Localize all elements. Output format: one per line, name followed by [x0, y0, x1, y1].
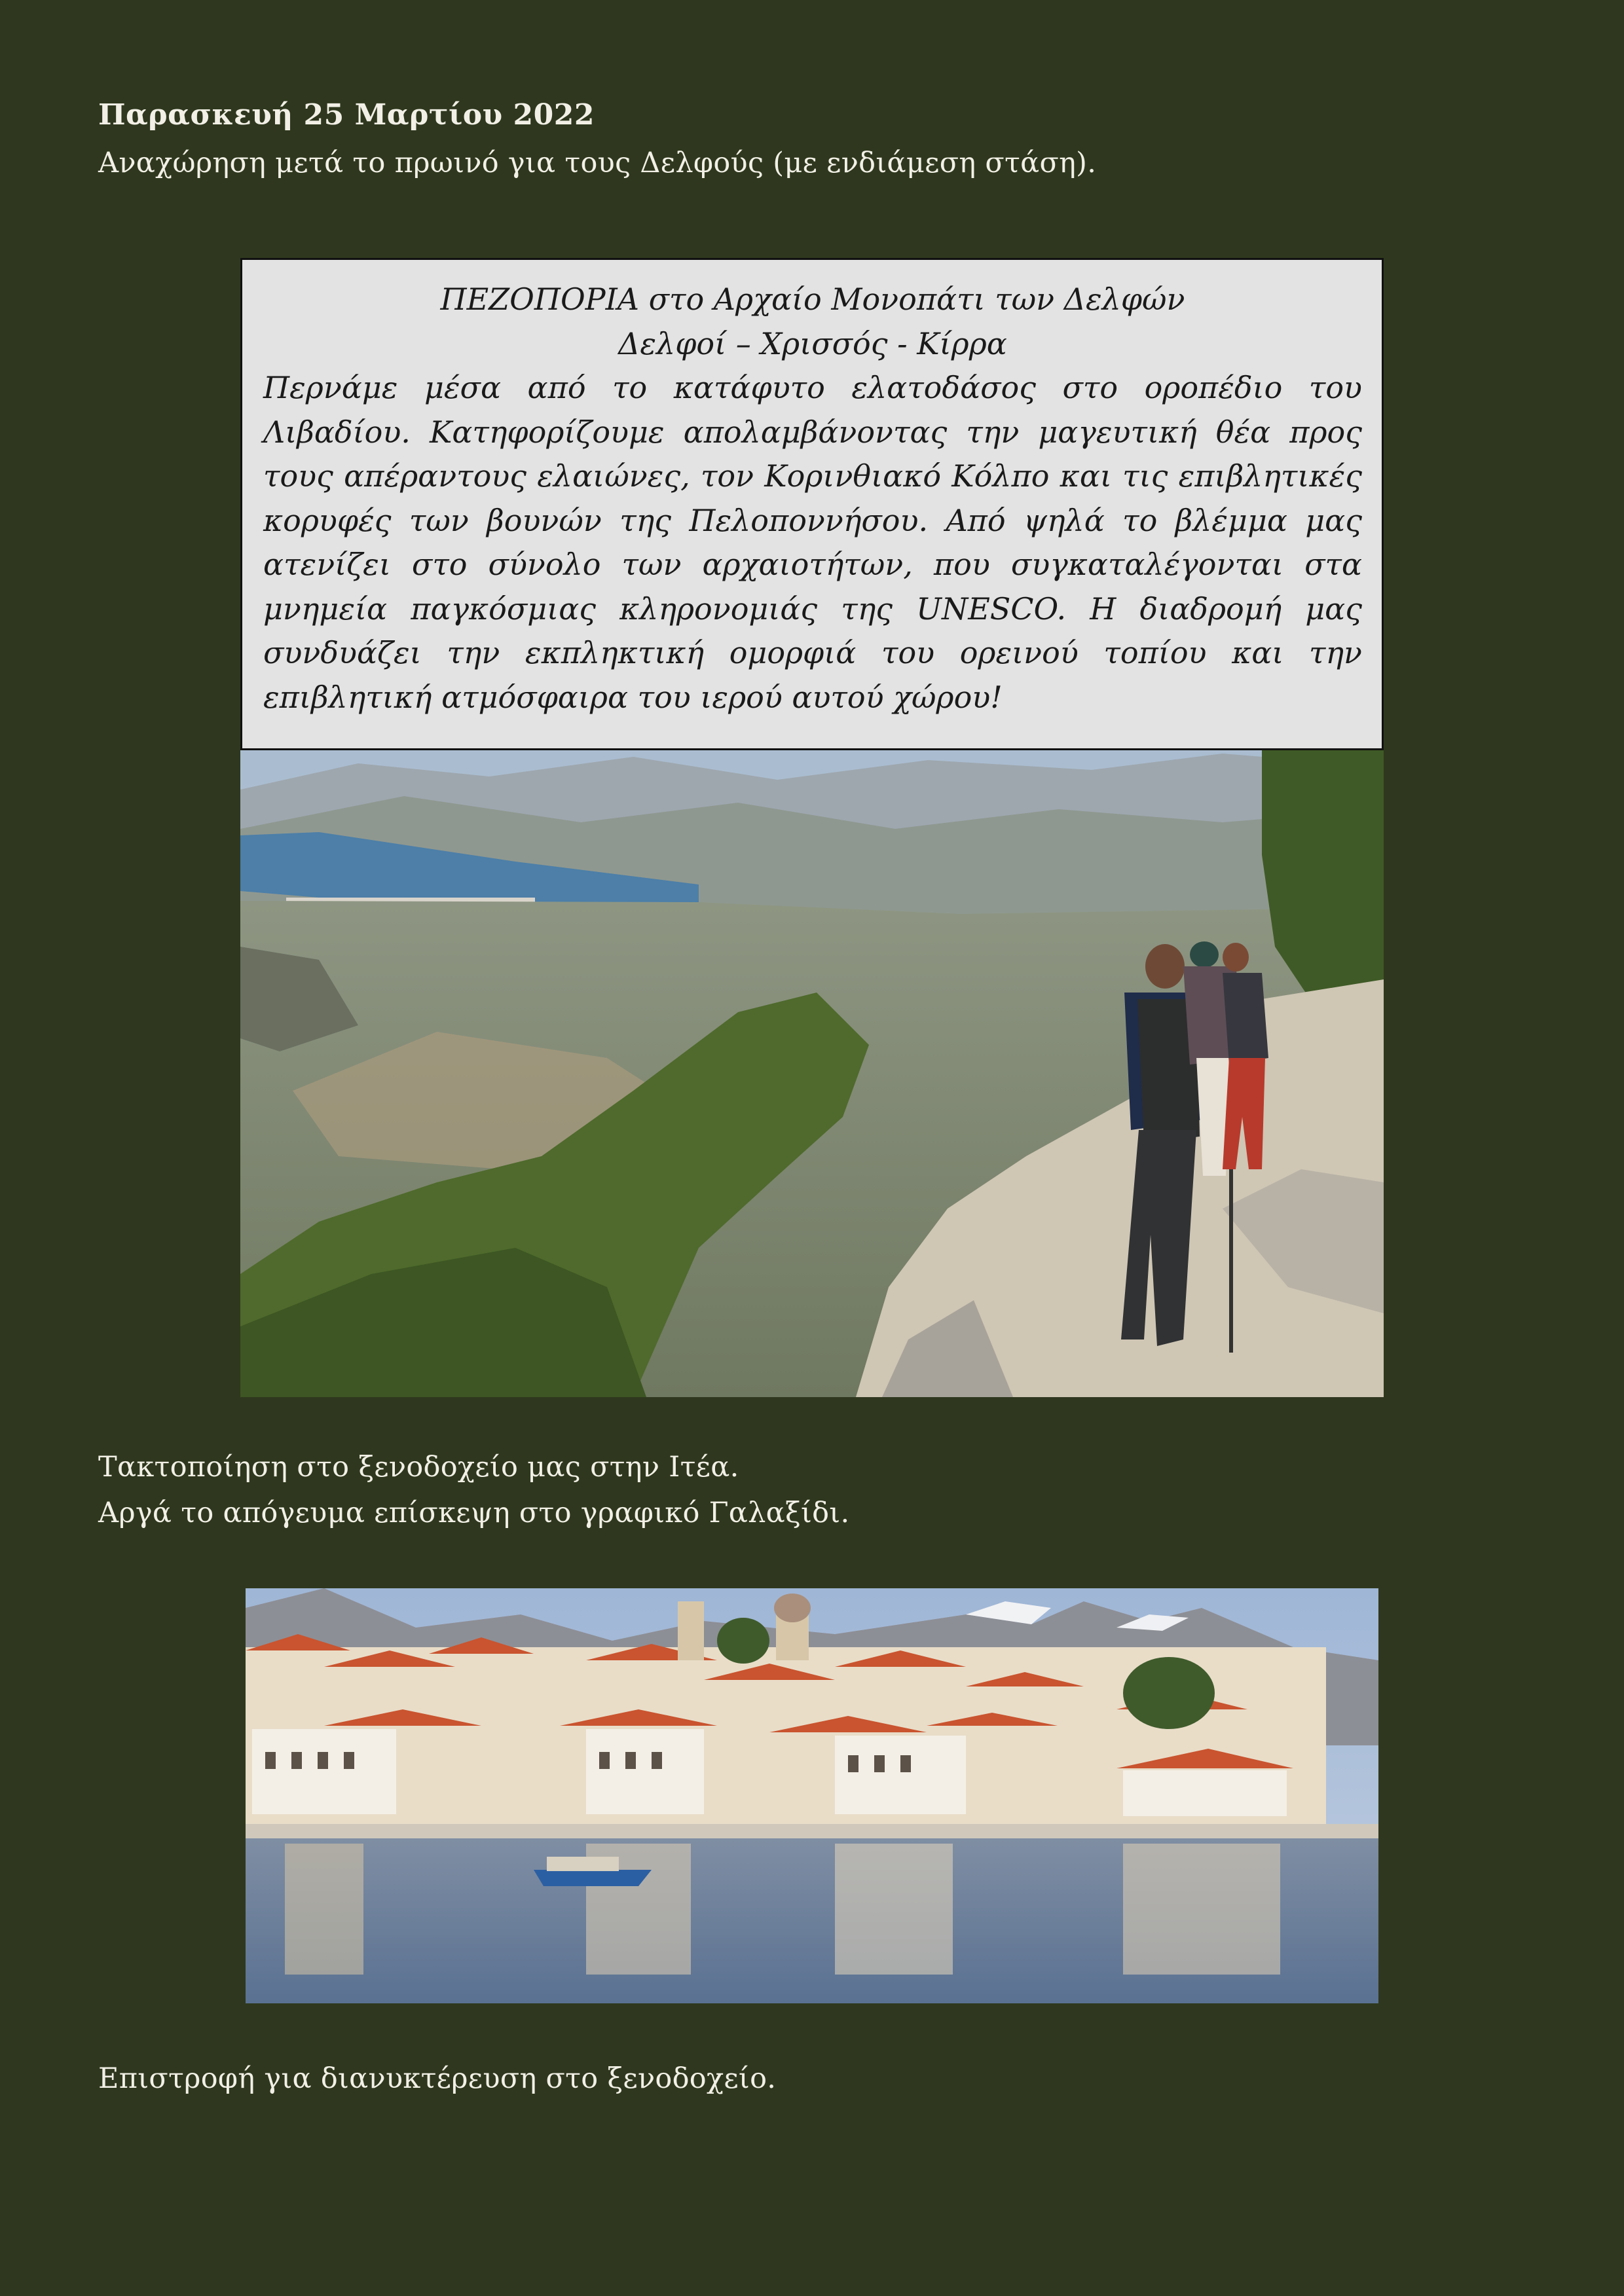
galaxidi-photo: [246, 1588, 1378, 2003]
hike-route: Δελφοί – Χρισσός - Κίρρα: [618, 326, 1007, 361]
return-text: Επιστροφή για διανυκτέρευση στο ξενοδοχείο.: [98, 2062, 777, 2095]
hike-info-box: [240, 258, 1384, 750]
hotel-text: Τακτοποίηση στο ξενοδοχείο μας στην Ιτέα.: [98, 1451, 739, 1484]
day-title: Παρασκευή 25 Μαρτίου 2022: [98, 98, 595, 132]
hike-description: Περνάμε μέσα από το κατάφυτο ελατοδάσος στο οροπέδιο του Λιβαδίου. Κατηφορίζουμε απολαμβάνοντας την μαγευτική θέα προς τους απέραντους ελαιώνες, τον Κορινθιακό Κόλπο και τις επιβλητικές κορυφές των βουνών της Πελοποννήσου. Από ψηλά το βλέμμα μας ατενίζει στο σύνολο των αρχαιοτήτων, που συγκαταλέγονται στα μνημεία παγκόσμιας κληρονομιάς της UNESCO. Η διαδρομή μας συνδυάζει την εκπληκτική ομορφιά του ορεινού τοπίου και την επιβλητική ατμόσφαιρα του ιερού αυτού χώρου!: [263, 370, 1362, 715]
hike-title: ΠΕΖΟΠΟΡΙΑ στο Αρχαίο Μονοπάτι των Δελφών: [440, 282, 1185, 317]
afternoon-text: Αργά το απόγευμα επίσκεψη στο γραφικό Γαλαξίδι.: [98, 1497, 850, 1529]
hikers-photo: [240, 750, 1384, 1397]
departure-text: Αναχώρηση μετά το πρωινό για τους Δελφούς (με ενδιάμεση στάση).: [98, 147, 1097, 179]
